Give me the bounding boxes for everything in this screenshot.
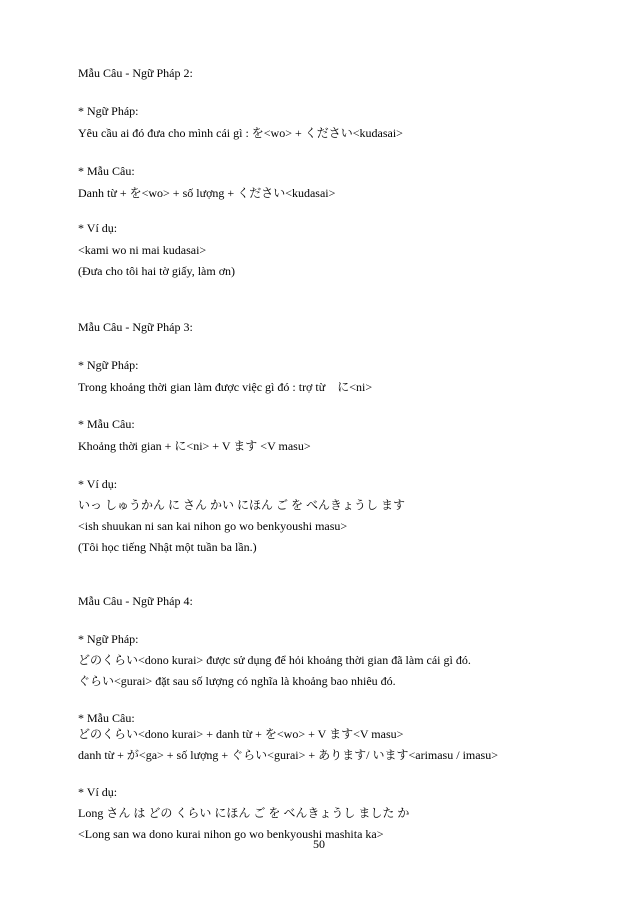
section-4-title: Mẫu Câu - Ngữ Pháp 4:	[78, 594, 193, 608]
section-3-example-heading: * Ví dụ:	[78, 477, 118, 491]
section-3-pattern-line: Khoảng thời gian + に<ni> + V ます <V masu>	[78, 439, 311, 453]
section-2-pattern-line: Danh từ + を<wo> + số lượng + ください<kudasai>	[78, 186, 336, 200]
section-3-example-line: いっ しゅうかん に さん かい にほん ご を べんきょうし ます	[78, 498, 406, 512]
section-2-example-line: <kami wo ni mai kudasai>	[78, 243, 207, 257]
section-4-example-line: Long さん は どの くらい にほん ご を べんきょうし ました か	[78, 806, 410, 820]
section-4-example-line: <Long san wa dono kurai nihon go wo benkyoushi mashita ka>	[78, 827, 384, 841]
section-4-pattern-heading: * Mẫu Câu:	[78, 711, 135, 725]
section-3-grammar-heading: * Ngữ Pháp:	[78, 358, 139, 372]
section-2-grammar-line: Yêu cầu ai đó đưa cho mình cái gì : を<wo> + ください<kudasai>	[78, 126, 403, 140]
section-4-grammar-line: どのくらい<dono kurai> được sử dụng để hỏi khoảng thời gian đã làm cái gì đó.	[78, 653, 471, 667]
page-number: 50	[313, 837, 325, 851]
section-4-example-heading: * Ví dụ:	[78, 785, 118, 799]
section-3-title: Mẫu Câu - Ngữ Pháp 3:	[78, 320, 193, 334]
section-4-grammar-heading: * Ngữ Pháp:	[78, 632, 139, 646]
section-2-example-heading: * Ví dụ:	[78, 221, 118, 235]
section-3-pattern-heading: * Mẫu Câu:	[78, 417, 135, 431]
section-2-grammar-heading: * Ngữ Pháp:	[78, 104, 139, 118]
section-2-pattern-heading: * Mẫu Câu:	[78, 164, 135, 178]
section-2-example-line: (Đưa cho tôi hai tờ giấy, làm ơn)	[78, 264, 236, 278]
section-4-pattern-line: danh từ + が<ga> + số lượng + ぐらい<gurai> + あります/ います<arimasu / imasu>	[78, 748, 498, 762]
section-3-example-line: (Tôi học tiếng Nhật một tuần ba lần.)	[78, 540, 257, 554]
section-3-grammar-line: Trong khoảng thời gian làm được việc gì đó : trợ từ に<ni>	[78, 380, 373, 394]
section-4-pattern-line: どのくらい<dono kurai> + danh từ + を<wo> + V ます<V masu>	[78, 727, 404, 741]
section-3-example-line: <ish shuukan ni san kai nihon go wo benkyoushi masu>	[78, 519, 348, 533]
section-4-grammar-line: ぐらい<gurai> đặt sau số lượng có nghĩa là khoảng bao nhiêu đó.	[78, 674, 396, 688]
section-2-title: Mẫu Câu - Ngữ Pháp 2:	[78, 66, 193, 80]
